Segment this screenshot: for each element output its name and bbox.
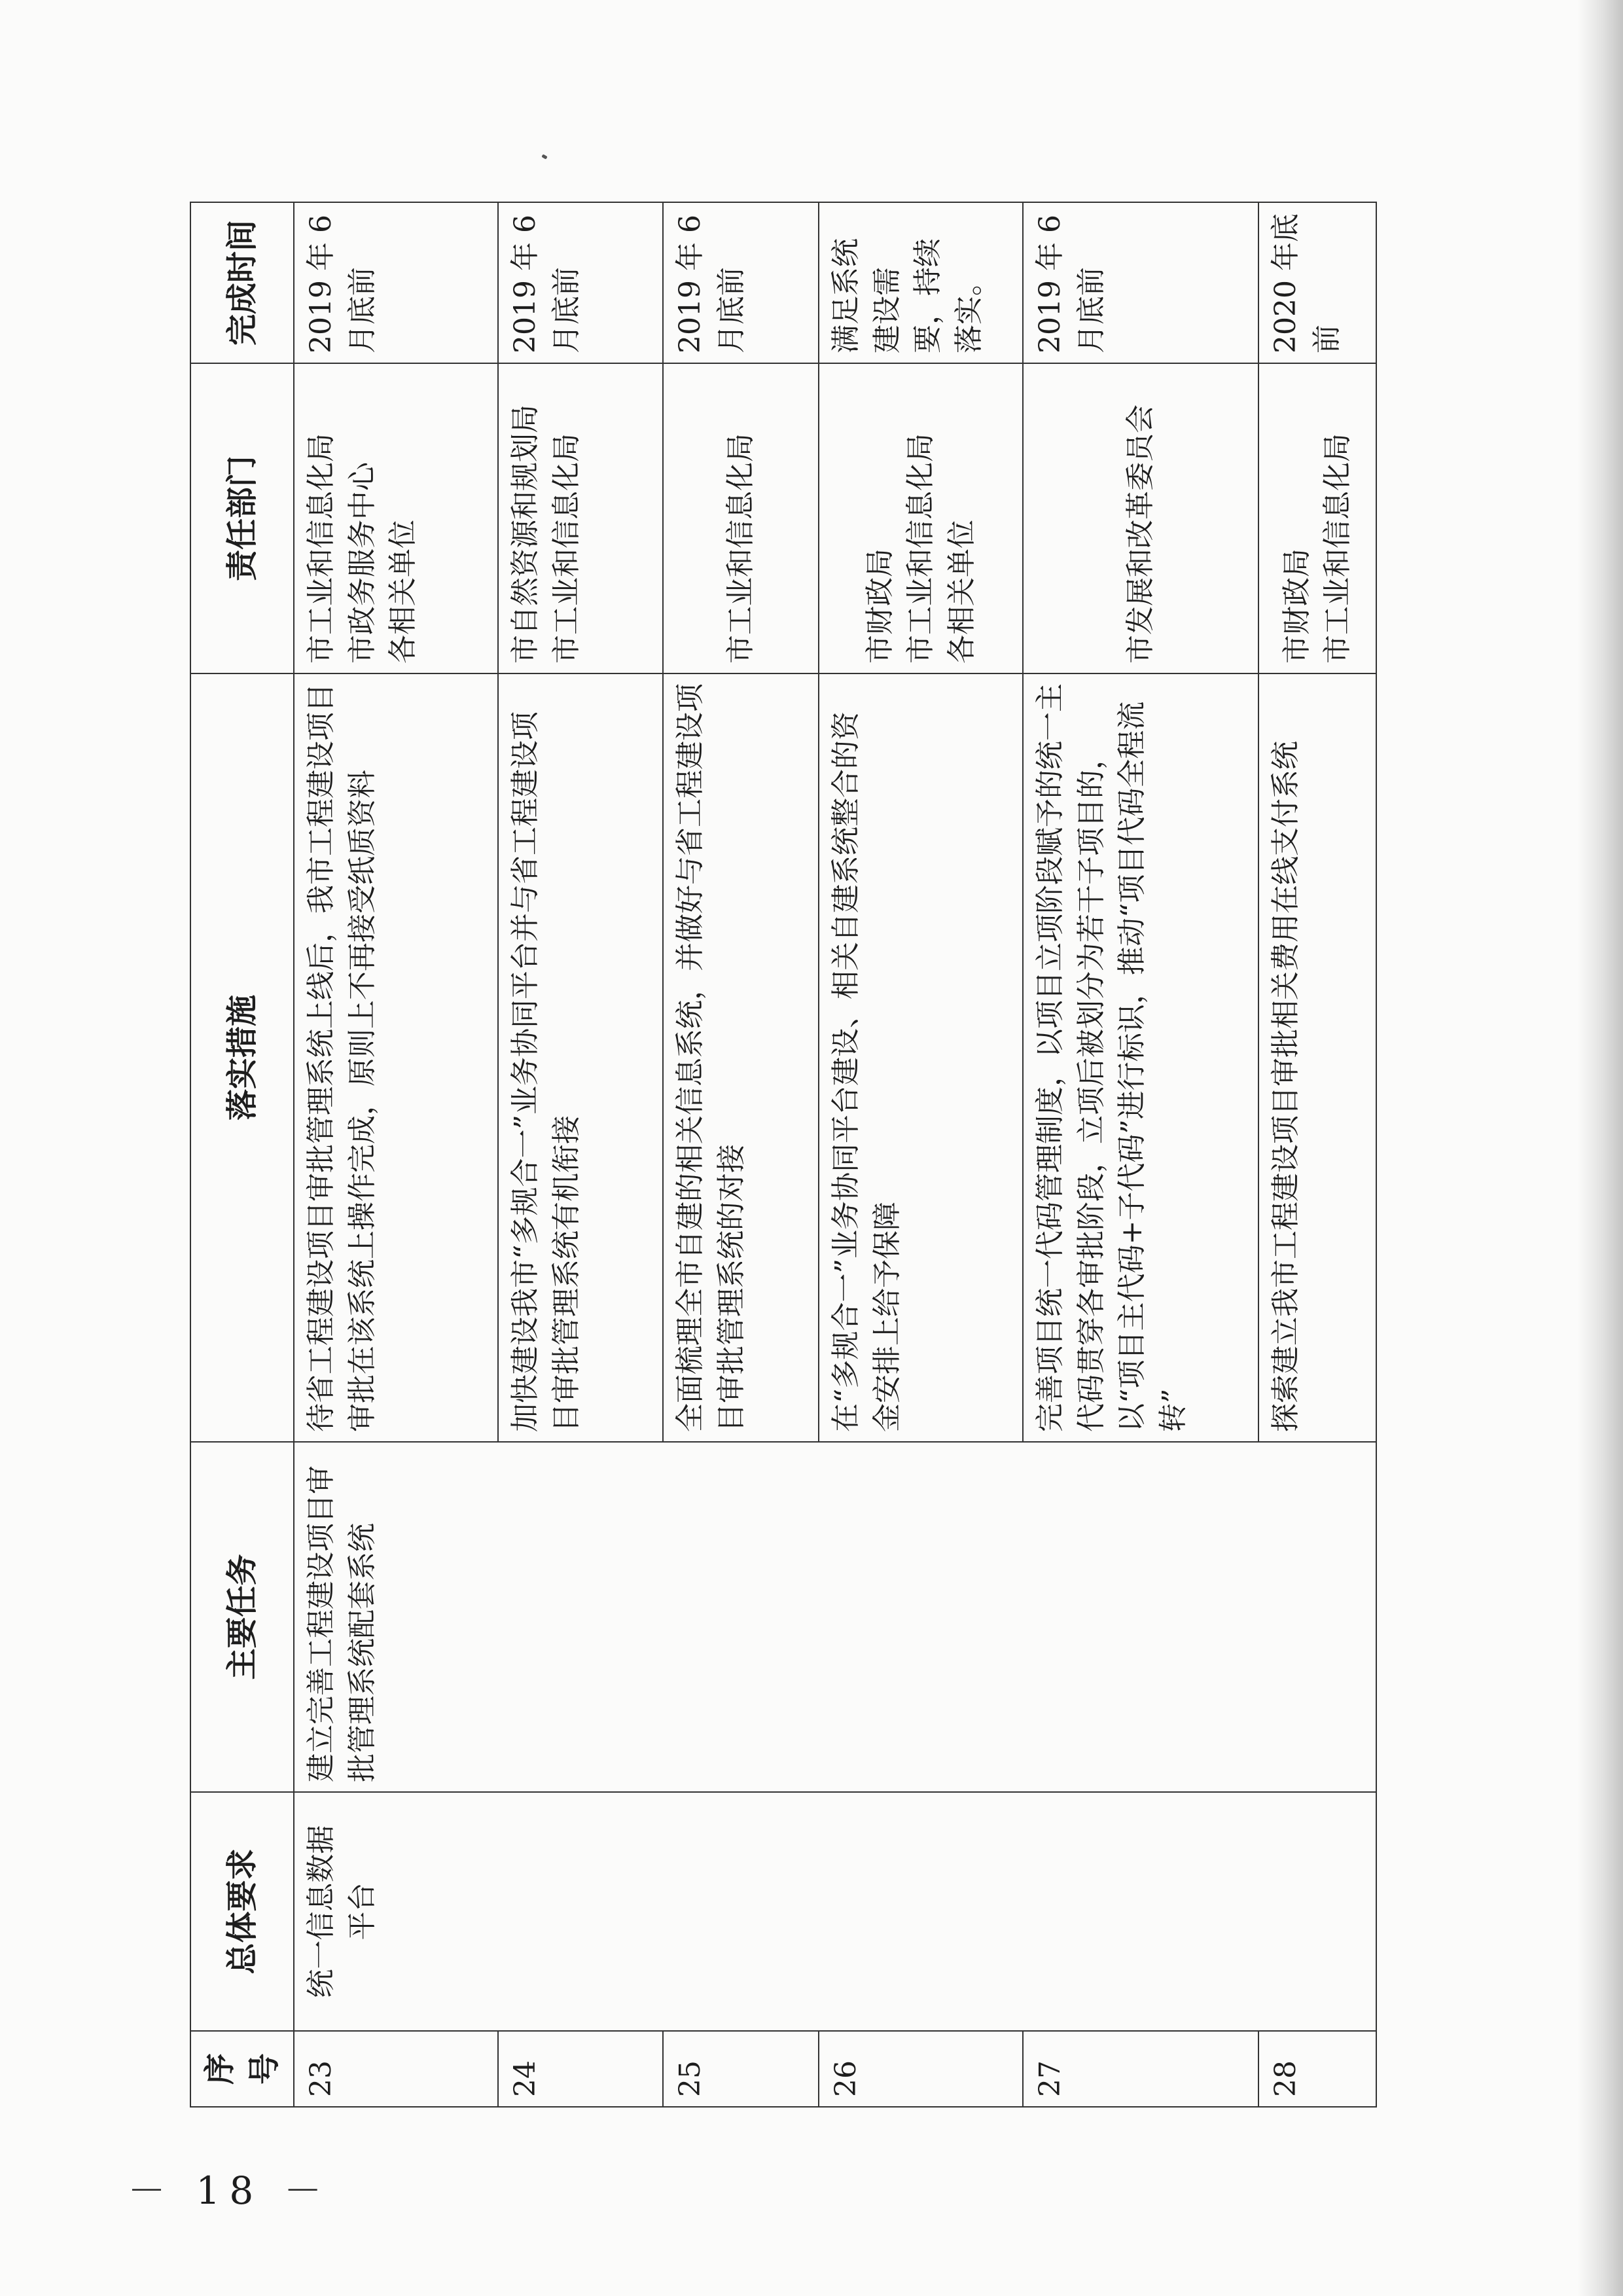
table-row xyxy=(294,202,498,2107)
department-line: 各相关单位 xyxy=(944,520,978,664)
header-measure: 落实措施 xyxy=(190,673,294,1442)
department-line: 市财政局 xyxy=(1279,548,1313,664)
deadline-cell: 2019 年 6 月底前 xyxy=(1023,202,1258,363)
department-line: 市自然资源和规划局 xyxy=(508,404,543,664)
page-number: － 18 － xyxy=(128,2168,331,2213)
measure-cell: 探索建立我市工程建设项目审批相关费用在线支付系统 xyxy=(1258,673,1376,1442)
table-header-row xyxy=(190,202,294,2107)
department-cell xyxy=(294,363,498,673)
header-department: 责任部门 xyxy=(190,363,294,673)
header-seq: 序号 xyxy=(190,2031,294,2107)
page-edge-shadow xyxy=(1577,0,1623,2296)
department-line: 市工业和信息化局 xyxy=(1321,433,1355,664)
measure-cell: 待省工程建设项目审批管理系统上线后，我市工程建设项目审批在该系统上操作完成，原则上不再接受纸质资料 xyxy=(294,673,498,1442)
row-seq: 25 xyxy=(663,2031,819,2107)
department-line: 市发展和改革委员会 xyxy=(1124,404,1158,664)
department-cell xyxy=(663,363,819,673)
header-requirement: 总体要求 xyxy=(190,1792,294,2031)
row-seq: 24 xyxy=(498,2031,663,2107)
deadline-cell: 2020 年底前 xyxy=(1258,202,1376,363)
row-seq: 23 xyxy=(294,2031,498,2107)
department-cell xyxy=(1023,363,1258,673)
department-line: 市政务服务中心 xyxy=(345,462,379,664)
row-seq: 26 xyxy=(819,2031,1023,2107)
rotated-table-wrapper xyxy=(190,203,1355,2108)
header-task: 主要任务 xyxy=(190,1442,294,1792)
department-cell xyxy=(819,363,1023,673)
deadline-cell: 2019 年 6 月底前 xyxy=(294,202,498,363)
department-line: 各相关单位 xyxy=(386,520,420,664)
deadline-cell: 2019 年 6 月底前 xyxy=(498,202,663,363)
department-line: 市工业和信息化局 xyxy=(304,433,338,664)
measure-cell: 完善项目统一代码管理制度，以项目立项阶段赋予的统一主代码贯穿各审批阶段，立项后被划分为若干子项目的，以“项目主代码+子代码”进行标识，推动“项目代码全程流转” xyxy=(1023,673,1258,1442)
scan-speck xyxy=(541,154,547,159)
measure-cell: 在“多规合一”业务协同平台建设、相关自建系统整合的资金安排上给予保障 xyxy=(819,673,1023,1442)
requirement-cell: 统一信息数据平台 xyxy=(294,1792,1376,2031)
task-table xyxy=(190,202,1377,2108)
deadline-cell: 2019 年 6 月底前 xyxy=(663,202,819,363)
department-line: 市财政局 xyxy=(863,548,897,664)
department-cell xyxy=(1258,363,1376,673)
row-seq: 28 xyxy=(1258,2031,1376,2107)
measure-cell: 全面梳理全市自建的相关信息系统，并做好与省工程建设项目审批管理系统的对接 xyxy=(663,673,819,1442)
department-cell xyxy=(498,363,663,673)
task-cell: 建立完善工程建设项目审批管理系统配套系统 xyxy=(294,1442,1376,1792)
department-line: 市工业和信息化局 xyxy=(904,433,938,664)
department-line: 市工业和信息化局 xyxy=(549,433,583,664)
measure-cell: 加快建设我市“多规合一”业务协同平台并与省工程建设项目审批管理系统有机衔接 xyxy=(498,673,663,1442)
header-deadline: 完成时间 xyxy=(190,202,294,363)
deadline-cell: 满足系统建设需要，持续落实。 xyxy=(819,202,1023,363)
department-line: 市工业和信息化局 xyxy=(724,433,758,664)
row-seq: 27 xyxy=(1023,2031,1258,2107)
